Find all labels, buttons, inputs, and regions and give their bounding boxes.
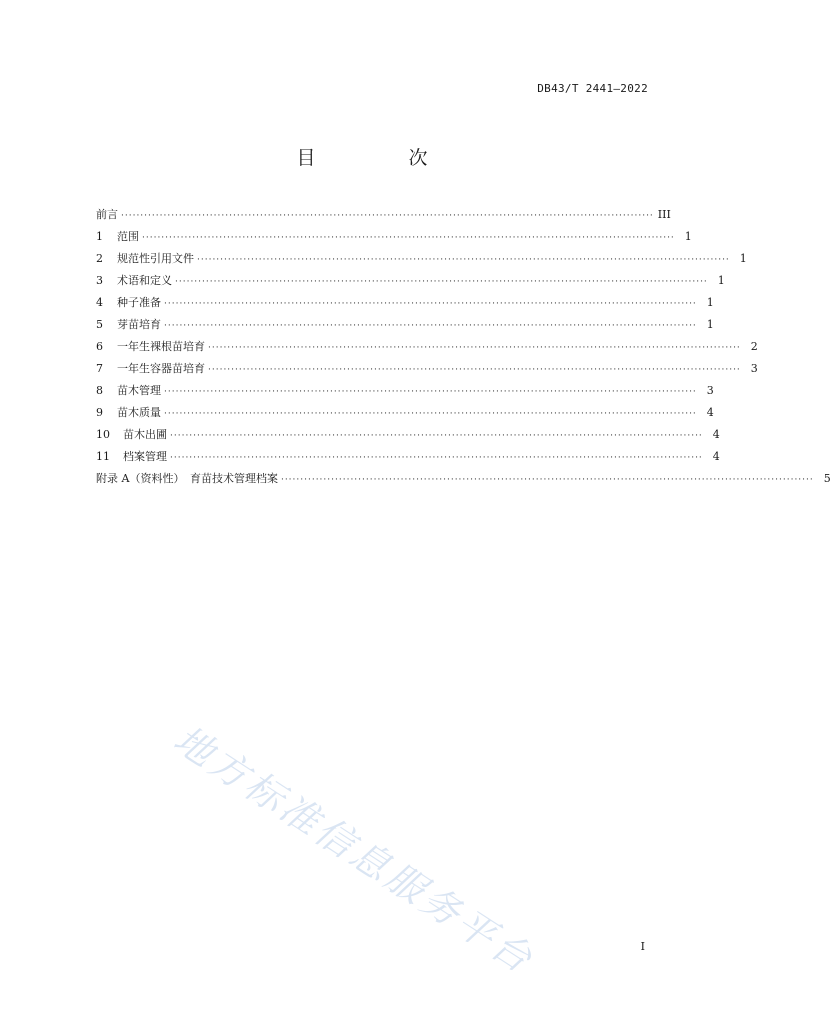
toc-page-number: 4 bbox=[712, 450, 720, 463]
watermark: 地方标准信息服务平台 bbox=[166, 716, 543, 983]
toc-page-number: 3 bbox=[706, 384, 714, 397]
toc-page-number: 3 bbox=[750, 362, 758, 375]
toc-page-number: 4 bbox=[712, 428, 720, 441]
toc-label: 苗木质量 bbox=[117, 406, 161, 419]
toc-page-number: 2 bbox=[750, 340, 758, 353]
toc-leader-dots: ·········································································································································· bbox=[208, 365, 741, 375]
toc-leader-dots: ·········································································································································· bbox=[121, 211, 654, 221]
toc-page-number: 1 bbox=[706, 318, 714, 331]
page-title: 目 次 bbox=[296, 147, 465, 169]
toc-label: 苗木管理 bbox=[117, 384, 161, 397]
toc-number: 5 bbox=[96, 318, 103, 331]
toc-page-number: 1 bbox=[717, 274, 725, 287]
toc-entry-11[interactable] bbox=[96, 446, 720, 468]
toc-number: 7 bbox=[96, 362, 103, 375]
toc-number: 9 bbox=[96, 406, 103, 419]
toc-leader-dots: ·········································································································································· bbox=[164, 299, 697, 309]
toc-number: 8 bbox=[96, 384, 103, 397]
toc-label: 范围 bbox=[117, 230, 139, 243]
toc-leader-dots: ·········································································································································· bbox=[164, 387, 697, 397]
toc-leader-dots: ·········································································································································· bbox=[142, 233, 675, 243]
toc-label: 一年生容器苗培育 bbox=[117, 362, 205, 375]
toc-entry-6[interactable] bbox=[96, 336, 758, 358]
toc-entry-appendix-a[interactable] bbox=[96, 468, 831, 490]
toc-label: 苗木出圃 bbox=[123, 428, 167, 441]
toc-entry-foreword[interactable] bbox=[96, 204, 671, 226]
toc-entry-3[interactable] bbox=[96, 270, 725, 292]
toc-leader-dots: ·········································································································································· bbox=[175, 277, 708, 287]
toc-page-number: 1 bbox=[739, 252, 747, 265]
toc-page-number: 5 bbox=[823, 472, 831, 485]
toc-label: 档案管理 bbox=[123, 450, 167, 463]
toc-entry-5[interactable] bbox=[96, 314, 714, 336]
toc-entry-2[interactable] bbox=[96, 248, 747, 270]
toc-page-number: 1 bbox=[684, 230, 692, 243]
toc-leader-dots: ·········································································································································· bbox=[164, 321, 697, 331]
toc-label: 前言 bbox=[96, 208, 118, 221]
toc-leader-dots: ·········································································································································· bbox=[208, 343, 741, 353]
toc-number: 2 bbox=[96, 252, 103, 265]
toc-label: 术语和定义 bbox=[117, 274, 172, 287]
toc-entry-1[interactable] bbox=[96, 226, 692, 248]
toc-label: 附录 A（资料性） 育苗技术管理档案 bbox=[96, 472, 278, 485]
toc-number: 1 bbox=[96, 230, 103, 243]
toc-leader-dots: ·········································································································································· bbox=[170, 453, 703, 463]
toc-label: 规范性引用文件 bbox=[117, 252, 194, 265]
toc-leader-dots: ·········································································································································· bbox=[280, 475, 814, 485]
toc-label: 芽苗培育 bbox=[117, 318, 161, 331]
table-of-contents bbox=[96, 204, 831, 490]
toc-leader-dots: ·········································································································································· bbox=[197, 255, 730, 265]
toc-number: 11 bbox=[96, 450, 110, 463]
toc-entry-8[interactable] bbox=[96, 380, 714, 402]
page-number: I bbox=[640, 940, 645, 953]
toc-entry-9[interactable] bbox=[96, 402, 714, 424]
toc-entry-4[interactable] bbox=[96, 292, 714, 314]
toc-label: 一年生裸根苗培育 bbox=[117, 340, 205, 353]
toc-number: 3 bbox=[96, 274, 103, 287]
toc-label: 种子准备 bbox=[117, 296, 161, 309]
toc-page-number: III bbox=[657, 208, 671, 221]
toc-page-number: 1 bbox=[706, 296, 714, 309]
toc-page-number: 4 bbox=[706, 406, 714, 419]
toc-number: 4 bbox=[96, 296, 103, 309]
toc-number: 6 bbox=[96, 340, 103, 353]
standard-code: DB43/T 2441—2022 bbox=[537, 82, 648, 95]
toc-leader-dots: ·········································································································································· bbox=[170, 431, 703, 441]
toc-entry-10[interactable] bbox=[96, 424, 720, 446]
toc-number: 10 bbox=[96, 428, 110, 441]
toc-entry-7[interactable] bbox=[96, 358, 758, 380]
toc-leader-dots: ·········································································································································· bbox=[164, 409, 697, 419]
